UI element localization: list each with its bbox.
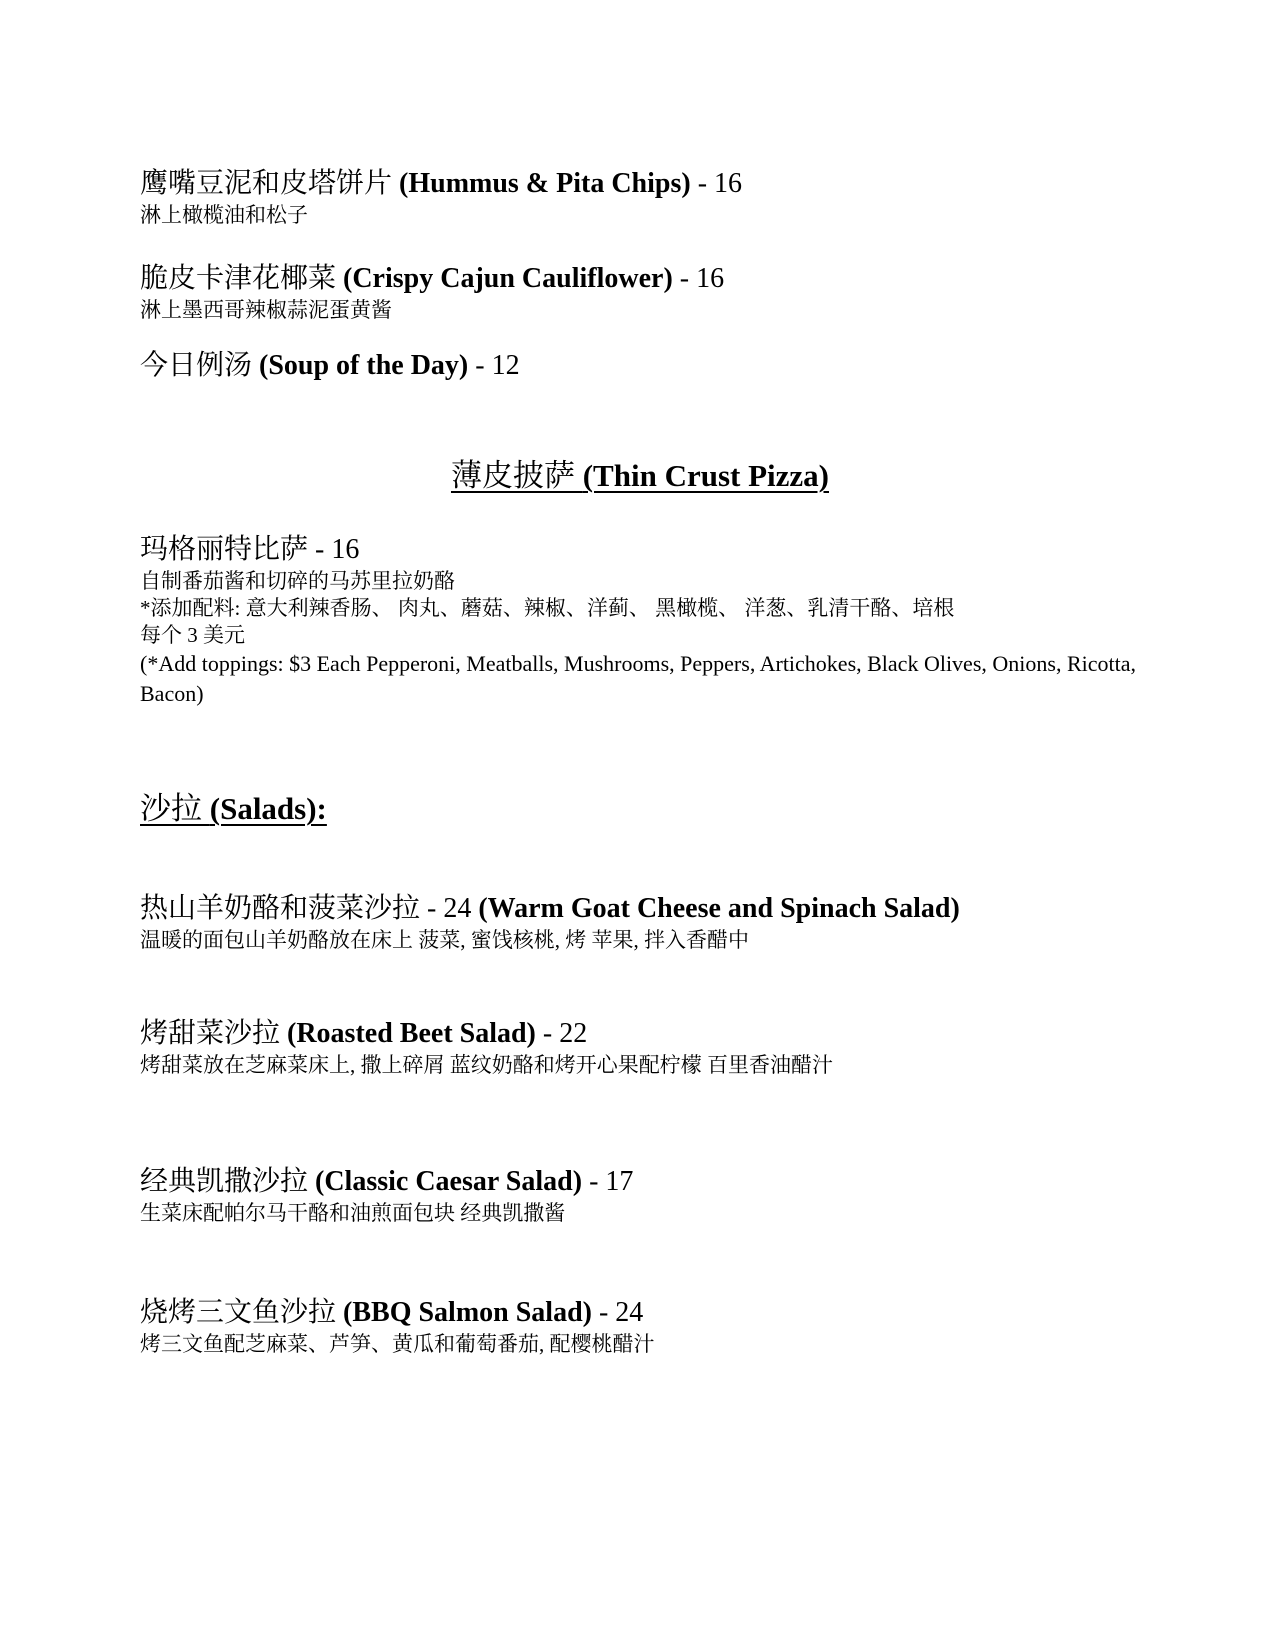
menu-item-price: - 16 [690, 168, 743, 199]
menu-item [140, 1016, 1140, 1079]
section-heading-salads [140, 789, 1140, 829]
menu-item-description: 温暖的面包山羊奶酪放在床上 菠菜, 蜜饯核桃, 烤 苹果, 拌入香醋中 [140, 928, 749, 952]
menu-item-price: - 16 [672, 263, 725, 294]
menu-item-description: 淋上墨西哥辣椒蒜泥蛋黄酱 [140, 298, 392, 322]
menu-item-title-en: (Soup of the Day) [259, 350, 469, 381]
menu-item-title [140, 1164, 1140, 1200]
menu-item-title [140, 532, 1140, 568]
menu-item-description: 生菜床配帕尔马干酪和油煎面包块 经典凯撒酱 [140, 1201, 566, 1225]
menu-item-title-zh: 玛格丽特比萨 - 16 [140, 534, 360, 565]
section-heading-salads-zh: 沙拉 [140, 791, 210, 826]
menu-item-title-zh: 经典凯撒沙拉 [140, 1166, 316, 1197]
menu-item-title-zh: 今日例汤 [140, 350, 260, 381]
section-heading-salads-text [140, 791, 327, 826]
menu-item [140, 1164, 1140, 1227]
menu-item-title [140, 348, 1140, 384]
menu-item-title [140, 261, 1140, 297]
menu-item-price: - 24 [591, 1297, 644, 1328]
menu-item-title [140, 1016, 1140, 1052]
menu-item-toppings-en: (*Add toppings: $3 Each Pepperoni, Meatballs, Mushrooms, Peppers, Artichokes, Black Olives, Onions, Ricotta, Bacon) [140, 651, 1136, 706]
menu-item-description: 淋上橄榄油和松子 [140, 203, 308, 227]
menu-item [140, 166, 1140, 229]
menu-item-description: 烤三文鱼配芝麻菜、芦笋、黄瓜和葡萄番茄, 配樱桃醋汁 [140, 1332, 655, 1356]
menu-item [140, 1295, 1140, 1358]
menu-item [140, 261, 1140, 324]
menu-item-price: - 12 [468, 350, 520, 381]
section-heading-pizza-en: (Thin Crust Pizza) [582, 458, 829, 493]
menu-item-title [140, 1295, 1140, 1331]
menu-item [140, 891, 1140, 954]
menu-item-title-zh: 脆皮卡津花椰菜 [140, 263, 344, 294]
menu-item-description: 自制番茄酱和切碎的马苏里拉奶酪 [140, 569, 455, 593]
menu-item-title-zh: 热山羊奶酪和菠菜沙拉 - 24 [140, 893, 479, 924]
menu-item-title [140, 166, 1140, 202]
menu-item-title-zh: 烤甜菜沙拉 [140, 1018, 288, 1049]
menu-item-title-en: (Hummus & Pita Chips) [399, 168, 691, 199]
menu-item-title-en: (Roasted Beet Salad) [287, 1018, 536, 1049]
menu-item [140, 348, 1140, 384]
menu-item-title [140, 891, 1140, 927]
section-heading-pizza-text [451, 458, 829, 493]
menu-item-title-en: (Crispy Cajun Cauliflower) [343, 263, 673, 294]
menu-item [140, 532, 1140, 709]
menu-item-price: - 22 [535, 1018, 588, 1049]
menu-item-price: - 17 [582, 1166, 634, 1197]
menu-item-title-en: (Warm Goat Cheese and Spinach Salad) [478, 893, 960, 924]
menu-content [140, 0, 1140, 1358]
section-heading-salads-en: (Salads): [209, 791, 327, 826]
section-heading-pizza-zh: 薄皮披萨 [450, 458, 583, 493]
menu-item-title-en: (Classic Caesar Salad) [315, 1166, 583, 1197]
section-heading-pizza [140, 456, 1140, 496]
menu-item-topping-price: 每个 3 美元 [140, 623, 245, 647]
menu-item-description: 烤甜菜放在芝麻菜床上, 撒上碎屑 蓝纹奶酪和烤开心果配柠檬 百里香油醋汁 [140, 1053, 833, 1077]
menu-item-title-en: (BBQ Salmon Salad) [343, 1297, 592, 1328]
menu-item-toppings-zh: *添加配料: 意大利辣香肠、 肉丸、蘑菇、辣椒、洋蓟、 黑橄榄、 洋葱、乳清干酪、培根 [140, 596, 955, 620]
menu-item-title-zh: 烧烤三文鱼沙拉 [140, 1297, 344, 1328]
menu-item-title-zh: 鹰嘴豆泥和皮塔饼片 [140, 168, 400, 199]
